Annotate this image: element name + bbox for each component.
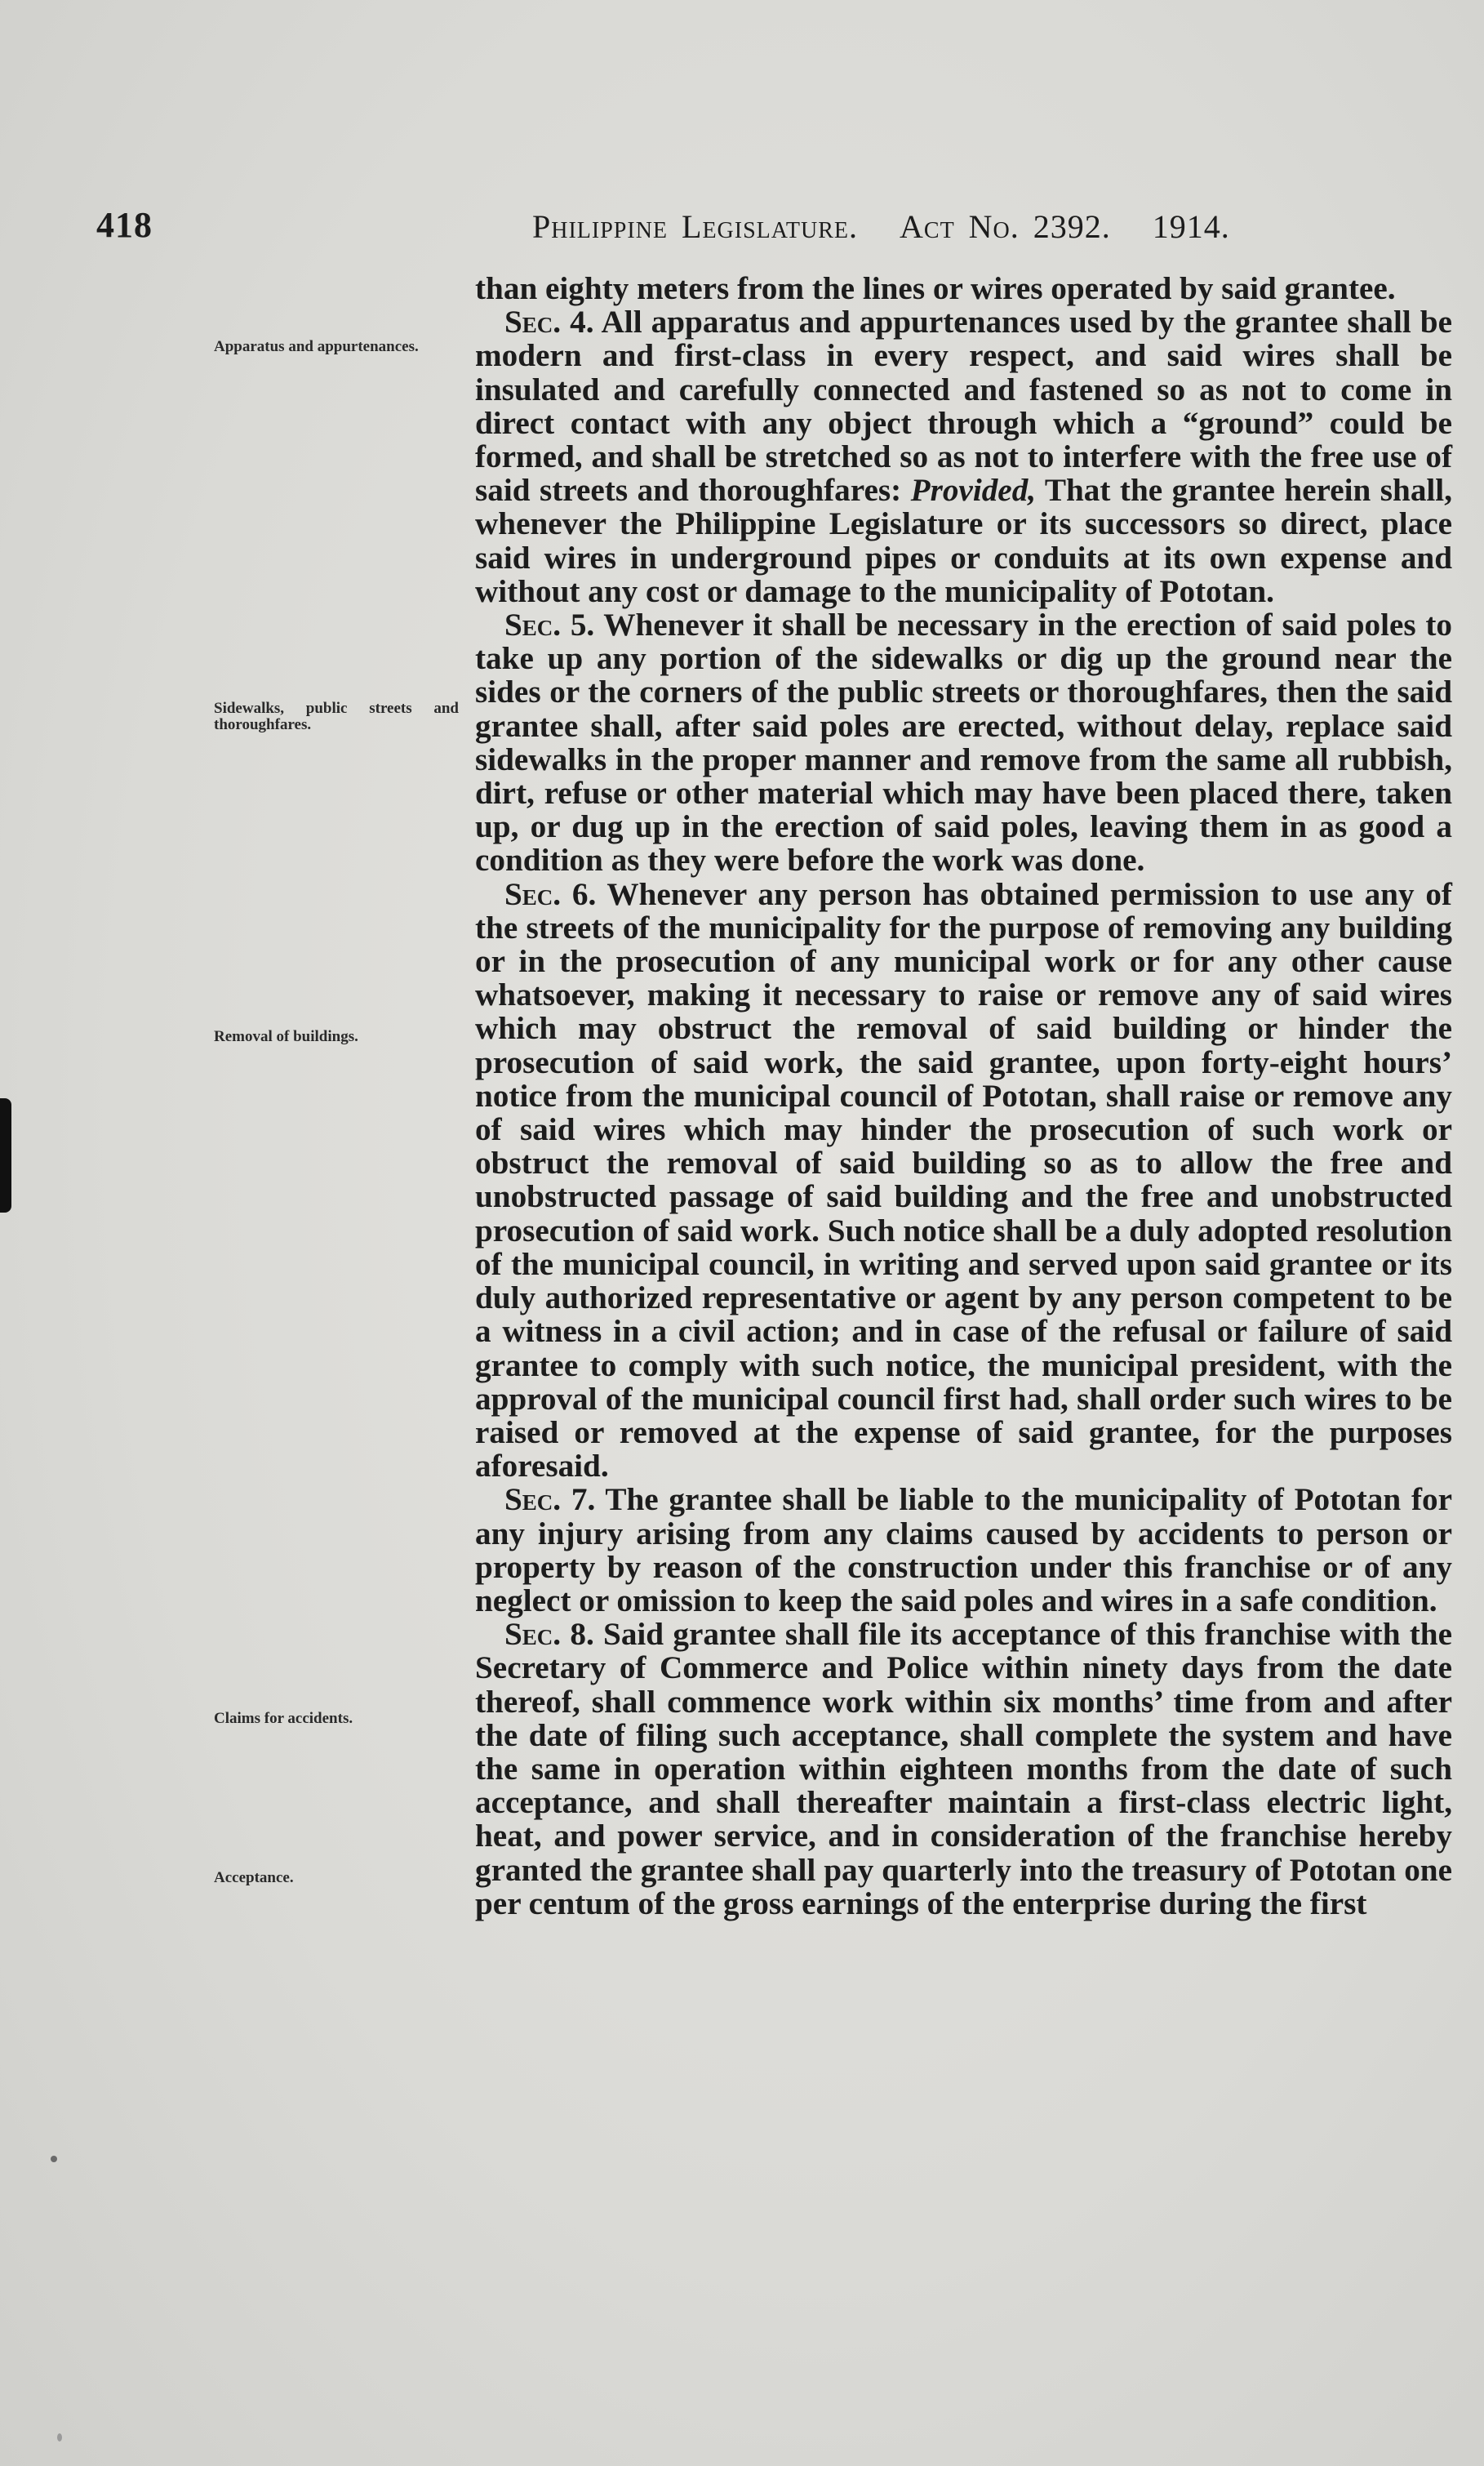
section-text: Said grantee shall file its acceptance of this franchise with the Secretary of Commerce and Police within ninety days from the date thereof, shall commence work within six months’ time from and after the date of filing such acceptance, shall complete the system and have the same in operation within eighteen months from the date of such acceptance, and shall thereafter maintain a first-class electric light, heat, and power service, and in consideration of the franchise hereby granted the grantee shall pay quarterly into the treasury of Pototan one per centum of the gross earnings of the enterprise during the first [475, 1617, 1452, 1921]
section-text: The grantee shall be liable to the municipality of Pototan for any injury arising from any claims caused by accidents to person or property by reason of the construction under this franchise or of any neglect or omission to keep the said poles and wires in a safe condition. [475, 1482, 1452, 1618]
section-8 [475, 1618, 1452, 1921]
page-number: 418 [96, 205, 153, 245]
running-head-act: Act No. 2392. [900, 208, 1111, 245]
section-7 [475, 1483, 1452, 1618]
section-text: Whenever it shall be necessary in the erection of said poles to take up any portion of the sidewalks or dig up the ground near the sides or the corners of the public streets or thoroughfares, then the said grantee shall, after said poles are erected, without delay, replace said sidewalks in the proper manner and remove from the same all rubbish, dirt, refuse or other material which may have been placed there, taken up, or dug up in the erection of said poles, leaving them in as good a condition as they were before the work was done. [475, 608, 1452, 879]
section-label: Sec. 4. [504, 305, 594, 341]
scan-speck [57, 2433, 62, 2442]
scan-speck [51, 2156, 57, 2162]
section-text: Whenever any person has obtained permission to use any of the streets of the municipality for the purpose of removing any building or in the prosecution of any municipal work or for any other cause whatsoever, making it necessary to raise or remove any of said wires which may obstruct the removal of said building or hinder the prosecution of said work, the said grantee, upon forty-eight hours’ notice from the municipal council of Pototan, shall raise or remove any of said wires which may hinder the prosecution of such work or obstruct the removal of said building so as to allow the free and unobstructed passage of said building and the free and unobstructed prosecution of said work. Such notice shall be a duly adopted resolution of the municipal council, in writing and served upon said grantee or its duly authorized representative or agent by any person competent to be a witness in a civil action; and in case of the refusal or failure of said grantee to comply with such notice, the municipal president, with the approval of the municipal council first had, shall order such wires to be raised or removed at the expense of said grantee, for the purposes aforesaid. [475, 876, 1452, 1484]
running-head-publication: Philippine Legislature. [532, 208, 858, 245]
running-head [532, 207, 1230, 246]
body-text [475, 272, 1452, 1921]
proviso: Provided, [910, 473, 1037, 509]
binding-shadow [0, 1098, 11, 1213]
margin-note-claims: Claims for accidents. [214, 1710, 353, 1727]
section-label: Sec. 8. [504, 1617, 594, 1653]
margin-note-sidewalks: Sidewalks, public streets and thoroughfares. [214, 700, 459, 733]
section-5 [475, 608, 1452, 878]
section-label: Sec. 5. [504, 608, 595, 643]
margin-note-apparatus: Apparatus and appurtenances. [214, 338, 419, 355]
margin-note-removal: Removal of buildings. [214, 1028, 358, 1045]
margin-note-acceptance: Acceptance. [214, 1869, 294, 1886]
section-6 [475, 878, 1452, 1484]
section-text-continued: That the grantee herein shall, whenever the Philippine Legislature or its successors so direct, place said wires in underground pipes or conduits at its own expense and without any cost or damage to the municipality of Pototan. [475, 473, 1452, 609]
section-label: Sec. 7. [504, 1482, 596, 1518]
section-label: Sec. 6. [504, 876, 597, 912]
running-head-year: 1914. [1152, 208, 1230, 245]
section-4 [475, 305, 1452, 608]
section-text: All apparatus and appurtenances used by the grantee shall be modern and first-class in every respect, and said wires shall be insulated and carefully connected and fastened so as not to come in direct contact with any object through which a “ground” could be formed, and shall be stretched so as not to interfere with the free use of said streets and thoroughfares: [475, 305, 1452, 509]
continuation-paragraph: than eighty meters from the lines or wires operated by said grantee. [475, 271, 1396, 306]
